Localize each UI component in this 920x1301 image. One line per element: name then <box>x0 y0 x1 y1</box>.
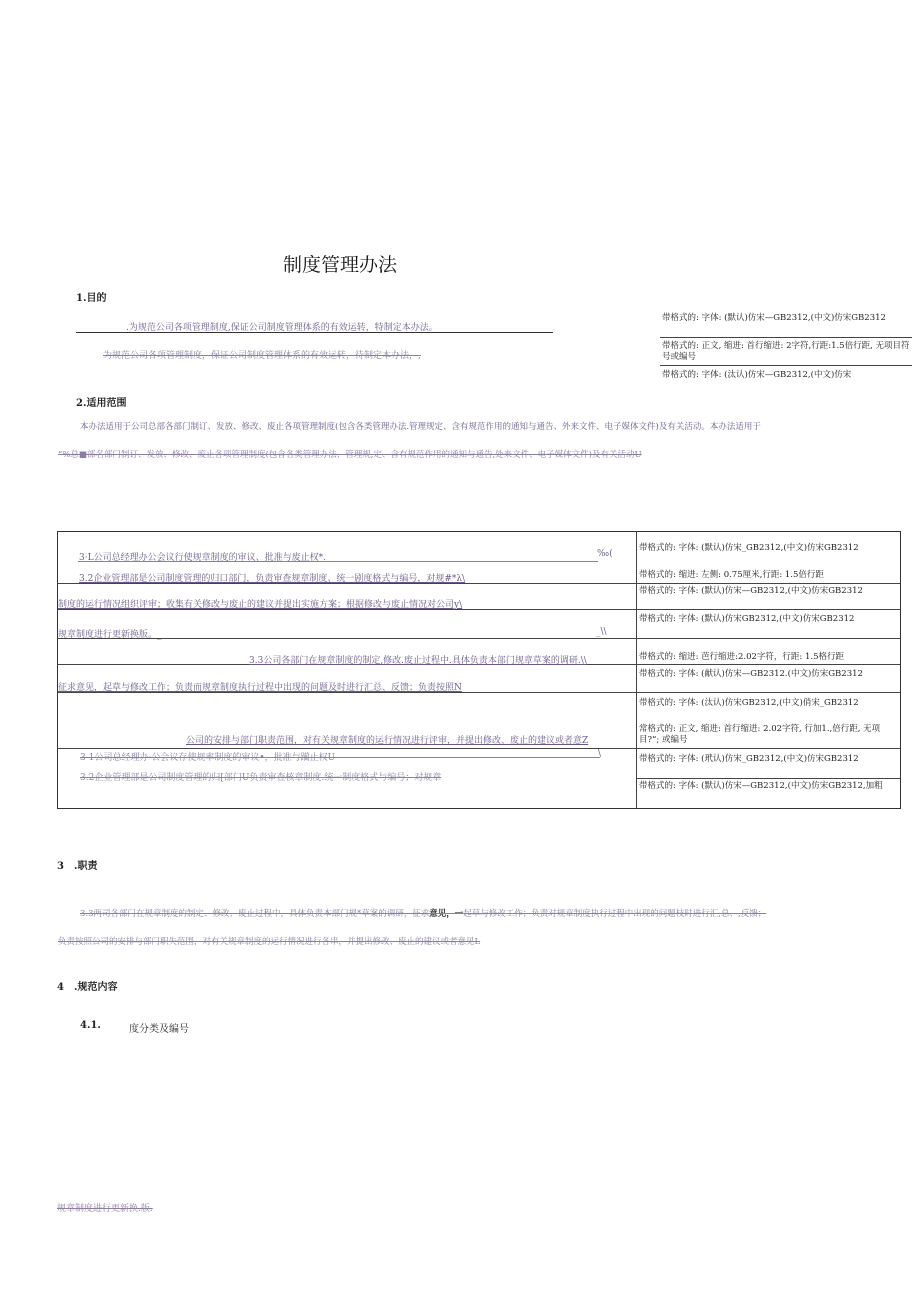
page-title: 制度管理办法 <box>283 254 398 276</box>
format-note-2[interactable]: 带格式的: 正文, 缩进: 首行缩进: 2字符,行距:1.5倍行距, 无项目符号或编号 <box>662 341 910 362</box>
table-format-note[interactable]: 带格式的: 字体: (默认)仿宋—GB2312,(中文)仿宋GB2312,加粗 <box>639 781 883 791</box>
table-format-note[interactable]: 带格式的: 缩进: 芭行缩进:2.02字符，行距: 1.5格行距 <box>639 652 845 662</box>
section-1-underline <box>76 332 553 333</box>
table-row-deleted-text: 3.2企业管理部是公司制度管理的归[部门U负责审查核章制度.统一制度格式与编号；对规章 <box>80 773 442 783</box>
table-format-note[interactable]: 带格式的: 字体: (默认)仿宋—GB2312,(中文)仿宋GB2312 <box>639 586 863 596</box>
section-1-deleted-text: 为规范公司各项管理制度，保证公司制度管理体系的有效运转，待制定本办法，, <box>103 351 421 361</box>
table-row-divider <box>636 778 900 779</box>
format-note-1[interactable]: 带格式的: 字体: (默认)仿宋—GB2312,(中文)仿宋GB2312 <box>662 313 886 323</box>
table-row-mark: _\\ <box>596 627 607 637</box>
table-row-mark: ‰( <box>597 549 613 559</box>
table-row-text: 征求意见，起草与修改工作；负责而规章制度执行过程中出现的问题及时进行汇总、反馈；负责按照N <box>58 683 462 693</box>
row-strike-line <box>80 757 600 758</box>
table-row-mark: \ <box>598 749 602 759</box>
section-3-heading: 3 .职责 <box>57 861 98 872</box>
table-format-note[interactable]: 带格式的: 字体: (默认)仿宋GB2312,(中文)仿宋GB2312 <box>639 614 855 624</box>
table-row-text: 3.3公司各部门在规章制度的制定,修改.废止过程中.具体负责本部门规章草案的调研.\\ <box>249 656 587 666</box>
table-row-text: 制度的运行情况组织评审；收集有关修改与废止的建议并提出实施方案；根据修改与废止情况对公司y\ <box>58 600 463 610</box>
format-note-3[interactable]: 带格式的: 字体: (汰认)仿宋—GB2312,(中文)仿宋 <box>662 370 852 380</box>
section-1-inserted-text: .为规范公司各项管理制度,保证公司制度管理体系的有效运转，特制定本办法。 <box>126 323 438 333</box>
section-2-deleted-text: “%总■部名部门制订、发放、修改、废止各项管理制度(包含各类管理办法、管理规,定、含有规范作用的通知与通告,处来文件、电子媒体文件)及有关活动U <box>58 450 642 460</box>
table-row-divider <box>57 638 900 639</box>
table-format-note[interactable]: 常格式的: 正文, 缩进: 首行缩进: 2.02字符, 行加1.,倍行距, 无项目?“; 或编号 <box>639 724 881 745</box>
table-row-text: 3·L公司总经理办公会议行使规章制度的审议、批准与废止权*. <box>79 553 326 563</box>
table-format-note[interactable]: 带格式的: 字体: (玳认)仿宋_GB2312,(中文)仿宋GB2312 <box>639 754 859 764</box>
footer-deleted-text: 规章制度进行更新换.版. <box>57 1204 153 1214</box>
table-row-text: 规章制度进行更新换版。_ <box>58 630 162 640</box>
table-column-divider <box>636 531 637 808</box>
section-3-deleted-text: 3.3两司各部门在规章制度的制定、修改、废止过程中，具体负责本部门规*草案的调研，征求意见，一起草与修改工作；负责对规章制度执行过程中出现的问题枝时进行汇,总、,反馈； <box>80 909 767 919</box>
table-format-note[interactable]: 带格式的: 字体: (献认)仿宋—GB2312.(中文)仿宋GB2312 <box>639 669 863 679</box>
table-row-divider <box>57 748 900 749</box>
table-format-note[interactable]: 带格式的: 字体: (默认)仿宋_GB2312,(中文)仿宋GB2312 <box>639 543 859 553</box>
section-4-heading: 4 .规范内容 <box>57 982 118 993</box>
section-2-heading: 2.适用范围 <box>76 398 127 409</box>
table-format-note[interactable]: 带格式的: 缩进: 左侧: 0.75厘米,行距: 1.5倍行距 <box>639 570 824 580</box>
section-3-deleted-text-2: 负责按照公司的安排与部门职失范围，对有关规章制度的运行情况进行各串，并提出修改、废止的建议或者意见L <box>58 937 481 947</box>
section-1-heading: 1.目的 <box>76 293 107 304</box>
table-format-note[interactable]: 带格式的: 字体: (汰认)仿宋GB2312,(中文)俏宋_GB2312 <box>639 698 859 708</box>
section-2-inserted-text: 本办法适用于公司总部各部门制订、发放、修改、废止各项管理制度(包含各类管理办法.管理规定、含有规范作用的通知与通告、外来文件、电子媒体文件)及有关活动。本办法适用于 <box>80 422 761 432</box>
note-divider <box>660 337 912 338</box>
row-underline <box>78 561 598 562</box>
table-row-text: 3.2企业管理部是公司制度管理的归口部门，负责审查规章制度、统一剧度格式与编号，对规#*λ\ <box>79 574 466 584</box>
subsection-4-1-title: 度分类及编号 <box>129 1024 189 1035</box>
table-row-deleted-text: 3-1公司总经理办·公会议存使规率制度的审议•，批准与躏止权U <box>80 753 336 763</box>
subsection-4-1-number: 4.1. <box>80 1020 101 1031</box>
table-row-text: 公司的安排与部门职责范围，对有关规章制度的运行情况进行评审，并提出修改、废止的建议或者意Z <box>186 736 589 746</box>
note-divider <box>660 365 912 366</box>
